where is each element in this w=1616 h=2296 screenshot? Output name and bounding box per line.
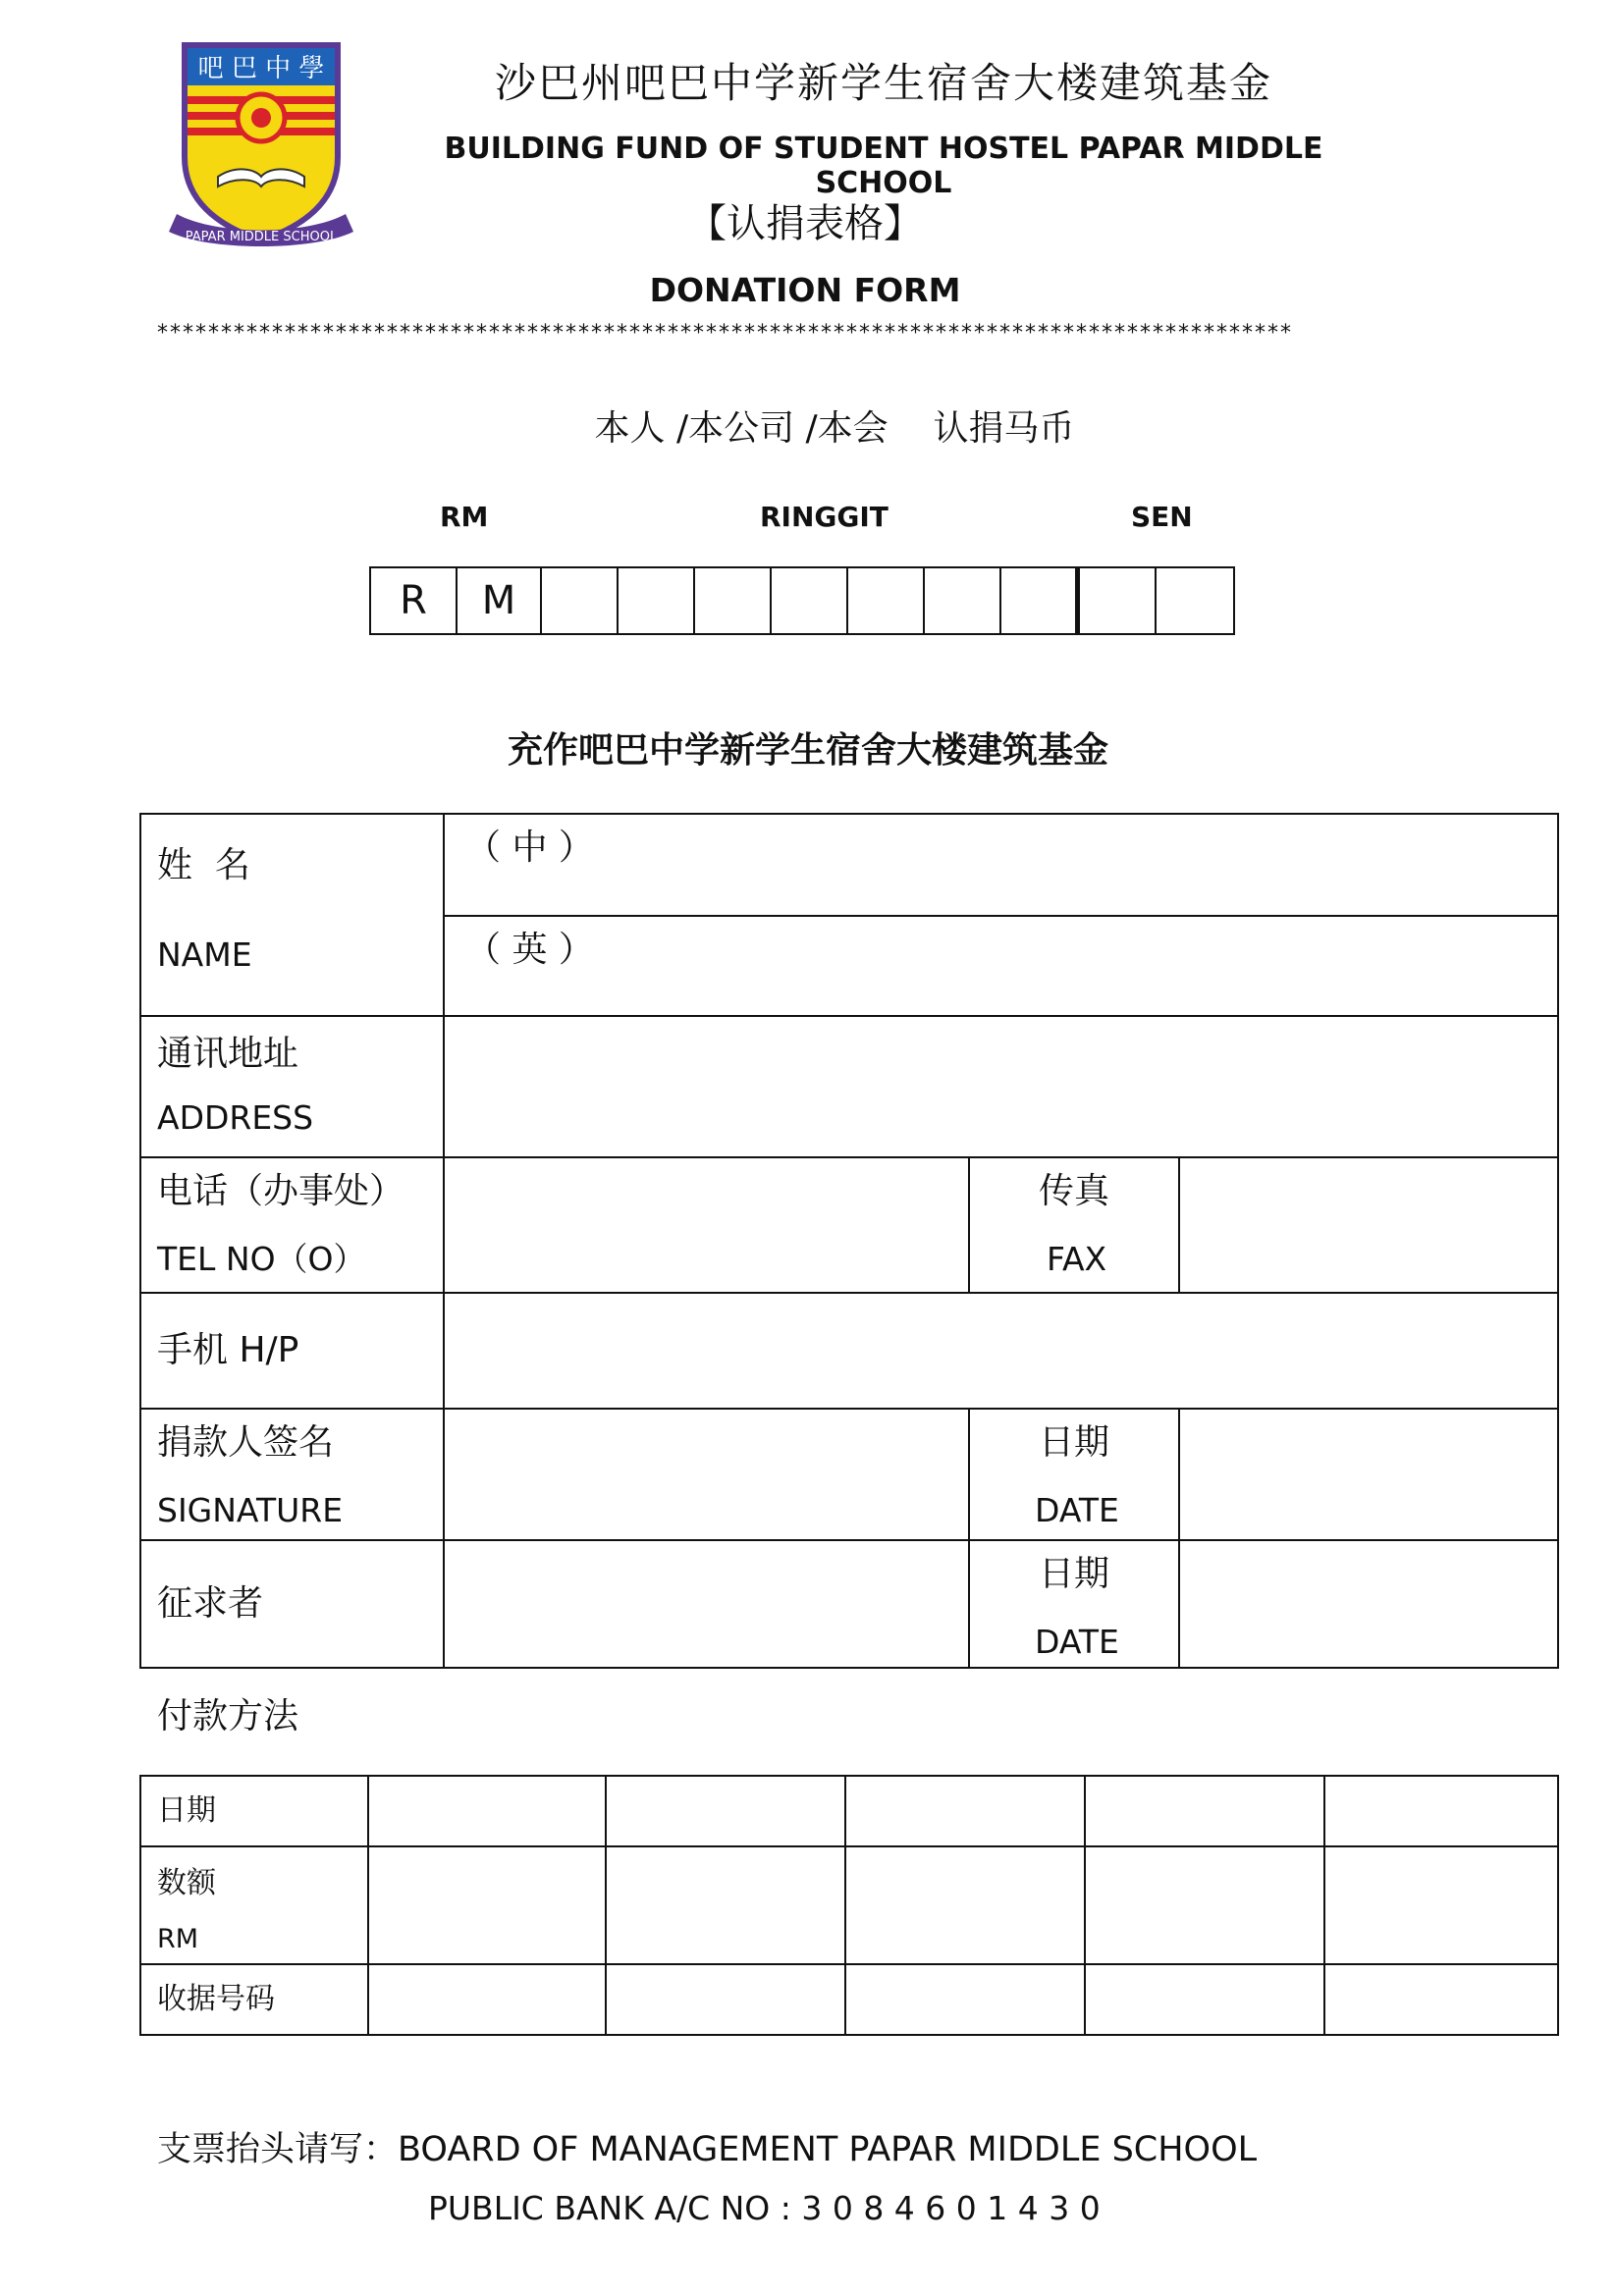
amount-cell[interactable] [542,568,619,633]
purpose-text: 充作吧巴中学新学生宿舍大楼建筑基金 [507,730,1108,771]
table-divider [141,1408,1557,1410]
payment-date-label: 日期 [157,1793,216,1828]
column-ringgit-label: RINGGIT [760,501,889,533]
payment-amount-unit: RM [157,1924,199,1954]
solicitor-label: 征求者 [157,1583,264,1624]
school-logo [157,39,365,255]
name-label-cn: 姓 名 [157,845,250,885]
table-divider [141,1156,1557,1158]
sen-cell[interactable] [1157,568,1233,633]
name-label-en: NAME [157,935,252,974]
form-title-chinese: 【认捐表格】 [687,201,923,246]
table-divider [141,1292,1557,1294]
title-english: BUILDING FUND OF STUDENT HOSTEL PAPAR MIDDLE SCHOOL [444,132,1323,200]
tel-label-cn: 电话（办事处） [157,1171,405,1211]
table-divider [141,1539,1557,1541]
divider-stars: ***************************************************************************************** [157,322,1293,346]
table-divider [443,915,1559,917]
date-label-cn: 日期 [1039,1422,1110,1463]
payment-receipt-label: 收据号码 [157,1982,275,2016]
payment-method-heading: 付款方法 [157,1696,299,1736]
form-title-english: DONATION FORM [649,271,961,309]
donor-details-table [139,813,1559,1669]
address-label-cn: 通讯地址 [157,1034,299,1074]
table-divider [844,1777,846,2034]
amount-cell[interactable] [925,568,1001,633]
signature-label-cn: 捐款人签名 [157,1422,335,1463]
table-divider [1178,1408,1180,1667]
table-divider [605,1777,607,2034]
table-divider [367,1777,369,2034]
fax-label-en: FAX [1047,1240,1107,1278]
signature-label-en: SIGNATURE [157,1491,344,1529]
date2-label-cn: 日期 [1039,1554,1110,1594]
logo-ribbon-text: PAPAR MIDDLE SCHOOL [185,230,338,244]
bank-account-number: PUBLIC BANK A/C NO : 3 0 8 4 6 0 1 4 3 0 [428,2189,1101,2227]
amount-grid [369,566,1235,635]
table-divider [141,1015,1557,1017]
sen-cell[interactable] [1080,568,1157,633]
amount-cell-m: M [458,568,542,633]
address-label-en: ADDRESS [157,1098,314,1137]
table-divider [141,1845,1557,1847]
date2-label-en: DATE [1035,1623,1119,1661]
cheque-payee-note: 支票抬头请写：BOARD OF MANAGEMENT PAPAR MIDDLE SCHOOL [157,2130,1258,2169]
table-divider [968,1156,970,1292]
logo-top-text: 吧 巴 中 學 [197,54,325,83]
amount-cell[interactable] [619,568,695,633]
table-divider [968,1408,970,1667]
payment-table [139,1775,1559,2036]
amount-cell[interactable] [1001,568,1080,633]
name-english-hint: （ 英 ） [465,930,594,970]
fax-label-cn: 传真 [1039,1171,1110,1211]
amount-cell[interactable] [848,568,925,633]
amount-cell[interactable] [772,568,848,633]
hp-label: 手机 H/P [157,1330,299,1370]
payment-amount-label: 数额 [157,1866,216,1900]
date-label-en: DATE [1035,1491,1119,1529]
tel-label-en: TEL NO（O） [157,1240,366,1278]
table-divider [1084,1777,1086,2034]
column-rm-label: RM [440,501,489,533]
title-chinese: 沙巴州吧巴中学新学生宿舍大楼建筑基金 [494,59,1272,107]
pledge-text: 本人 /本公司 /本会 认捐马币 [594,408,1075,449]
name-chinese-hint: （ 中 ） [465,828,594,868]
amount-cell-r: R [371,568,458,633]
table-divider [1178,1156,1180,1292]
table-divider [141,1963,1557,1965]
amount-cell[interactable] [695,568,772,633]
table-divider [1323,1777,1325,2034]
column-sen-label: SEN [1131,501,1193,533]
